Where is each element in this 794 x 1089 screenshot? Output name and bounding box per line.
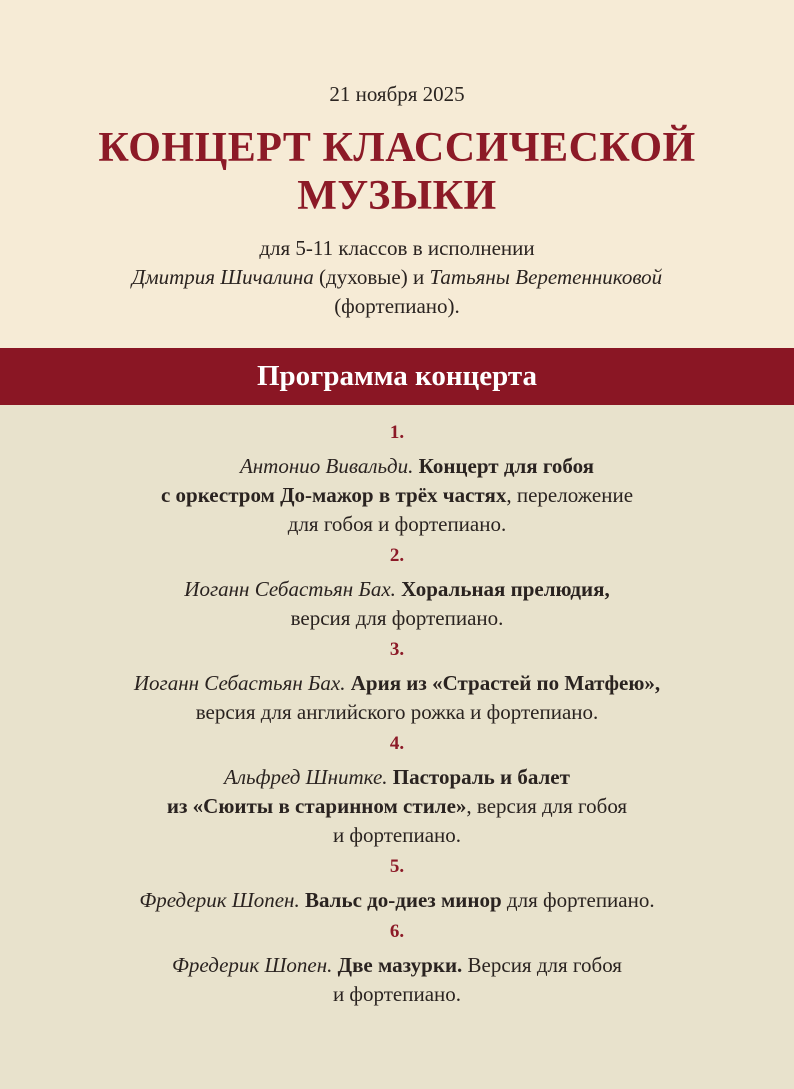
item-description: версия для английского рожка и фортепиано. [195, 700, 599, 724]
item-composer: Иоганн Себастьян Бах. [184, 577, 396, 601]
item-number: 1. [389, 422, 405, 443]
title-line-2: МУЗЫКИ [297, 173, 497, 219]
program-item [0, 636, 794, 727]
performer-1-role: (духовые) и [313, 265, 430, 289]
item-work: с оркестром До-мажор в трёх частях [160, 483, 507, 507]
program-item [0, 853, 794, 915]
item-description: для гобоя и фортепиано. [287, 512, 507, 536]
item-work: Две мазурки. [332, 953, 463, 977]
item-number: 4. [389, 733, 405, 754]
item-work: Хоральная прелюдия, [395, 577, 610, 601]
item-description: версия для фортепиано. [290, 606, 504, 630]
program-heading-band [0, 348, 794, 405]
program-item [0, 918, 794, 1009]
item-work: Концерт для гобоя [413, 454, 595, 478]
item-number: 2. [389, 545, 405, 566]
item-description: и фортепиано. [332, 982, 462, 1006]
item-line [0, 951, 794, 980]
item-work: из «Сюиты в старинном стиле» [166, 794, 467, 818]
item-line [0, 792, 794, 821]
event-date: 21 ноября 2025 [329, 82, 465, 106]
performer-2-name: Татьяны Веретенниковой [429, 265, 663, 289]
item-work: Вальс до-диез минор [299, 888, 502, 912]
item-composer: Альфред Шнитке. [224, 765, 388, 789]
item-line [0, 452, 794, 481]
item-work: Пастораль и балет [387, 765, 570, 789]
item-composer: Антонио Вивальди. [239, 454, 414, 478]
intro-line-3: (фортепиано). [334, 294, 460, 318]
item-line [0, 886, 794, 915]
intro-text [0, 234, 794, 321]
performer-1-name: Дмитрия Шичалина [131, 265, 314, 289]
item-number: 5. [389, 856, 405, 877]
program-item [0, 419, 794, 539]
item-description: , версия для гобоя [466, 794, 628, 818]
item-description: Версия для гобоя [462, 953, 622, 977]
item-number: 3. [389, 639, 405, 660]
item-description: , переложение [506, 483, 634, 507]
item-description: и фортепиано. [332, 823, 462, 847]
item-line [0, 763, 794, 792]
intro-line-2 [0, 263, 794, 292]
item-number: 6. [389, 921, 405, 942]
page-title [0, 124, 794, 220]
title-line-1: КОНЦЕРТ КЛАССИЧЕСКОЙ [98, 125, 696, 171]
item-line [0, 481, 794, 510]
program-heading: Программа концерта [256, 360, 537, 392]
program-item [0, 730, 794, 850]
program-item [0, 542, 794, 633]
item-composer: Фредерик Шопен. [172, 953, 333, 977]
item-work: Ария из «Страстей по Матфею», [345, 671, 661, 695]
item-composer: Иоганн Себастьян Бах. [133, 671, 346, 695]
intro-line-1: для 5-11 классов в исполнении [259, 236, 535, 260]
item-line [0, 575, 794, 604]
item-description: для фортепиано. [501, 888, 655, 912]
item-line [0, 669, 794, 698]
program-list [0, 405, 794, 1089]
header-section [0, 0, 794, 348]
item-composer: Фредерик Шопен. [139, 888, 300, 912]
